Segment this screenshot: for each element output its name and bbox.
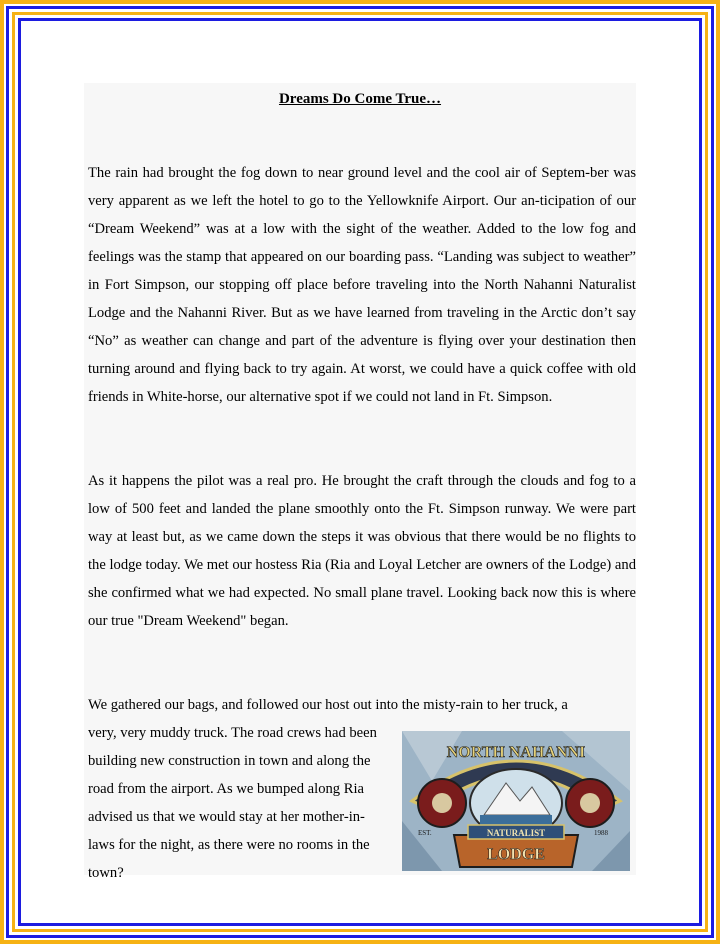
sign-bottom-text: LODGE	[487, 846, 545, 863]
document-title: Dreams Do Come True…	[278, 91, 442, 107]
sign-mid-text: NATURALIST	[486, 828, 546, 838]
paragraph-3-wrapped-text: very, very muddy truck. The road crews had been building new construction in town and along the road from the airport. As we bumped along Ria advised us that we would stay at her mother-in-laws for the night, as there were no rooms in the town?	[88, 725, 377, 881]
sign-left-text: EST.	[418, 829, 432, 837]
paragraph-1: The rain had brought the fog down to near ground level and the cool air of Septem-ber was very apparent as we left the hotel to go to the Yellowknife Airport. Our an-ticipation of our “Dream Weekend” was at a low with the sight of the weather. Added to the low fog and feelings was the stamp that appeared on our boarding pass. “Landing was subject to weather” in Fort Simpson, our stopping off place before traveling into the North Nahanni Naturalist Lodge and the Nahanni River. But as we have learned from traveling in the Arctic don’t say “No” as weather can change and part of the adventure is flying over your destination then turning around and flying back to try again. At worst, we could have a quick coffee with old friends in White-horse, our alternative spot if we could not land in Ft. Simpson.	[88, 165, 636, 405]
sign-top-text: NORTH NAHANNI	[446, 744, 586, 761]
paragraph-2: As it happens the pilot was a real pro. He brought the craft through the clouds and fog to a low of 500 feet and landed the plane smoothly onto the Ft. Simpson runway. We were part way at least but, as we came down the steps it was obvious that there would be no flights to the lodge today. We met our hostess Ria (Ria and Loyal Letcher are owners of the Lodge) and she confirmed what we had expected. No small plane travel. Looking back now this is where our true "Dream Weekend" began.	[88, 473, 636, 629]
lodge-sign-image	[402, 731, 630, 871]
sign-right-text: 1988	[594, 829, 608, 837]
lodge-sign-graphic	[402, 731, 630, 871]
paragraph-3-first-line: We gathered our bags, and followed our host out into the misty-rain to her truck, a	[88, 697, 568, 713]
document-page	[84, 83, 636, 881]
